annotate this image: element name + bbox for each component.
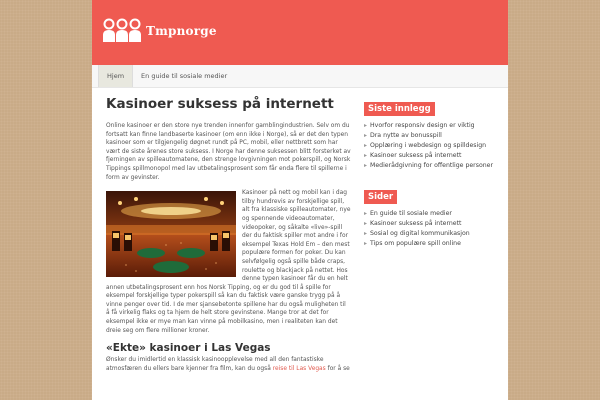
bullet-icon: ▸ [364, 240, 368, 247]
list-item[interactable]: ▸ En guide til sosiale medier [364, 210, 452, 217]
main-nav [92, 65, 508, 88]
recent-posts-widget [364, 96, 504, 171]
bullet-icon: ▸ [364, 132, 368, 139]
widget-title: Sider [364, 190, 397, 204]
bullet-icon: ▸ [364, 122, 368, 129]
article-title: Kasinoer suksess på internett [106, 96, 334, 112]
bullet-icon: ▸ [364, 152, 368, 159]
article-paragraph: Kasinoer på nett og mobil kan i dag tilby hundrevis av forskjellige spill, alt fra klassiske spilleautomater, nye og spennende videoautomater, videopoker, og såkalte «live»-spill der du faktisk spiller mot andre i for eksempel Texas Hold Em – den mest populære formen for poker. Du kan selvfølgelig også spille både craps, roulette og blackjack på nettet. Hos denne typen kasinoer får du en helt annen utbetalingsprosent enn hos Norsk Tipping, og er du god til å spille for eksempel forskjellige typer pokerspill så kan du faktisk være ganske trygg på å vinne penger over tid. I de mer sjansebetonte spillene har du også muligheten til å få virkelig flaks og ta hjem de helt store gevinstene. Mange tror at det for eksempel ikke er mye man kan vinne på mobilkasino, men i realiteten kan det dreie seg om flere millioner kroner. [106, 190, 351, 334]
article-paragraph: Ønsker du imidlertid en klassisk kasinoopplevelse med all den fantastiske atmosfæren du ellers bare kjenner fra film, kan du også reise til Las Vegas for å se [106, 357, 350, 372]
pages-widget [364, 184, 504, 249]
site-header [92, 0, 508, 65]
nav-item-hjem[interactable]: Hjem [98, 65, 133, 87]
widget-title: Siste innlegg [364, 102, 435, 116]
casino-image [106, 191, 236, 277]
list-item[interactable]: ▸ Hvorfor responsiv design er viktig [364, 122, 475, 129]
bullet-icon: ▸ [364, 162, 368, 169]
list-item[interactable]: ▸ Sosial og digital kommunikasjon [364, 230, 470, 237]
site-name: Tmpnorge [146, 24, 217, 38]
people-logo-icon [102, 18, 142, 44]
site-logo[interactable] [102, 18, 217, 44]
page-wrapper [92, 0, 508, 400]
nav-item-social-media-guide[interactable]: En guide til sosiale medier [141, 72, 228, 80]
list-item[interactable]: ▸ Dra nytte av bonusspill [364, 132, 442, 139]
list-item[interactable]: ▸ Tips om populære spill online [364, 240, 461, 247]
article [106, 96, 351, 380]
list-item[interactable]: ▸ Medierådgivning for offentlige personer [364, 162, 494, 169]
bullet-icon: ▸ [364, 142, 368, 149]
sidebar [364, 96, 504, 262]
bullet-icon: ▸ [364, 230, 368, 237]
list-item[interactable]: ▸ Kasinoer suksess på internett [364, 152, 462, 159]
article-paragraph: Online kasinoer er den store nye trenden innenfor gamblingindustrien. Selv om du fortsatt kan finne landbaserte kasinoer (om enn ikke i Norge), så er det den typen kasinoer som er tilgjengelig døgnet rundt på PC, mobil, eller nettbrett som har vært de siste årenes store suksess. I Norge har denne suksessen blitt forsterket av fjerningen av spilleautomatene, den strenge lovgivningen mot pokerspill, og Norsk Tippings spillmonopol med lav utbetalingsprosent som får enda flere til spillerne i form av gevinster. [106, 123, 351, 181]
bullet-icon: ▸ [364, 220, 368, 227]
list-item[interactable]: ▸ Kasinoer suksess på internett [364, 220, 462, 227]
article-subheading: «Ekte» kasinoer i Las Vegas [106, 342, 271, 355]
las-vegas-link[interactable]: reise til Las Vegas [272, 365, 326, 372]
list-item[interactable]: ▸ Opplæring i webdesign og spilldesign [364, 142, 487, 149]
bullet-icon: ▸ [364, 210, 368, 217]
